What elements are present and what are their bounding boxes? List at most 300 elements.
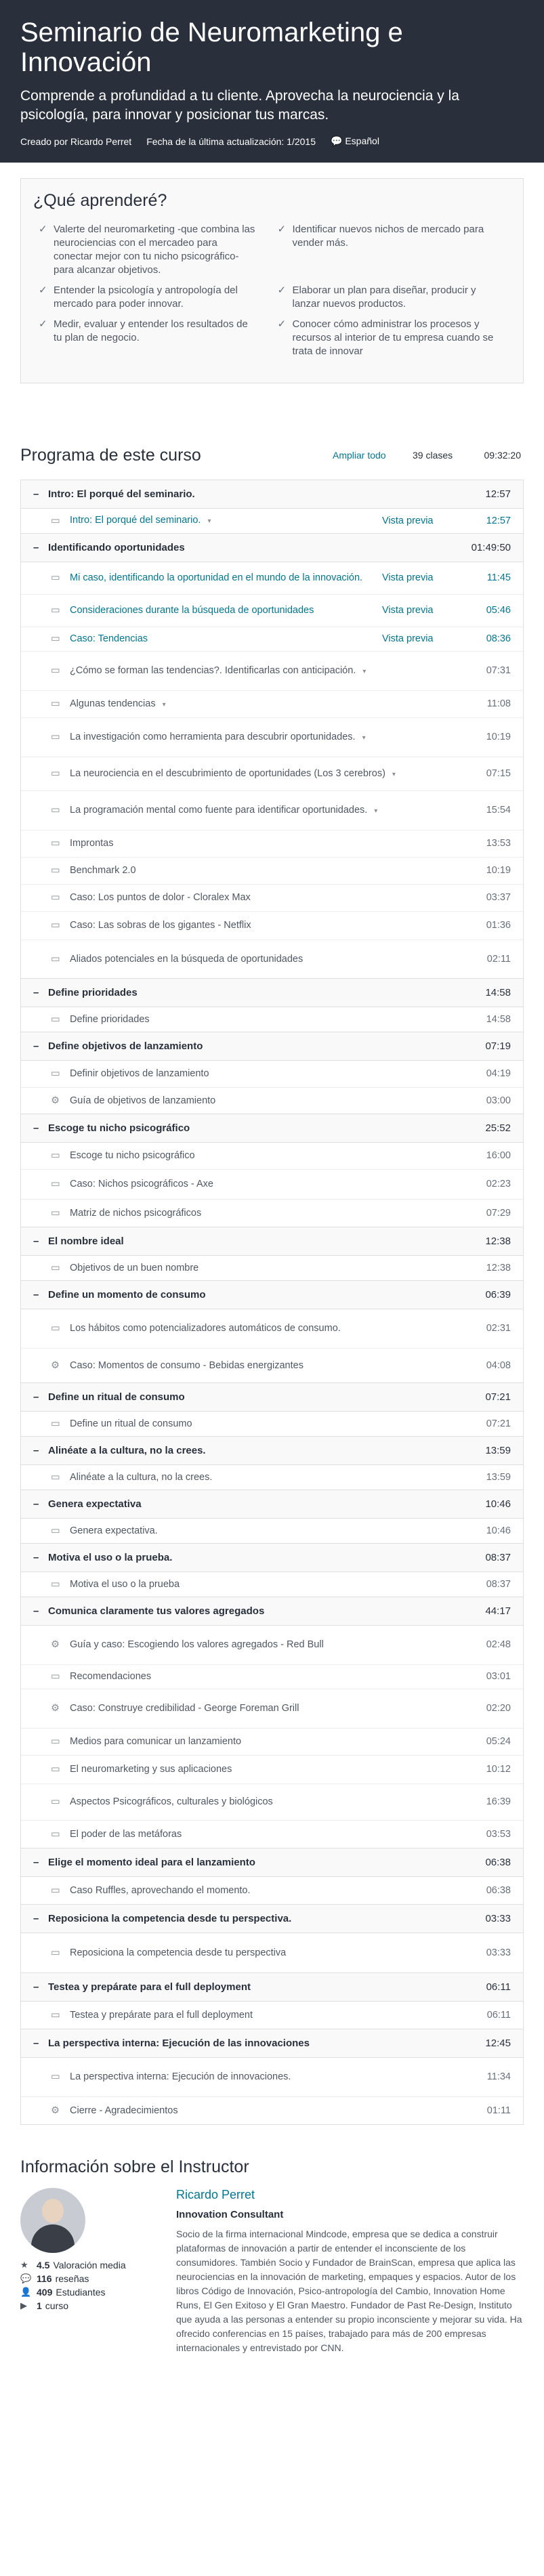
section-duration: 44:17 [485, 1605, 511, 1617]
learn-item-text: Identificar nuevos nichos de mercado para vender más. [292, 224, 484, 249]
video-icon: ▭ [51, 892, 60, 903]
lecture-row[interactable] [21, 2097, 523, 2124]
lecture-duration: 05:46 [486, 605, 511, 616]
section-duration: 08:37 [485, 1552, 511, 1563]
lecture-duration: 04:19 [486, 1068, 511, 1079]
learn-item-text: Elaborar un plan para diseñar, producir y lanzar nuevos productos. [292, 284, 476, 310]
lecture-duration: 11:45 [486, 572, 511, 583]
lecture-title: Motiva el uso o la prueba [70, 1578, 180, 1590]
section-header[interactable] [21, 1032, 523, 1061]
rating-label: Valoración media [53, 2260, 126, 2271]
curriculum-section [20, 534, 524, 979]
instructor-stats [20, 2260, 176, 2311]
lecture-title: La investigación como herramienta para descubrir oportunidades. ▾ [70, 731, 366, 742]
video-icon: ▭ [51, 665, 60, 676]
lecture-row[interactable] [21, 1349, 523, 1382]
lecture-duration: 07:31 [486, 665, 511, 676]
video-icon: ▭ [51, 633, 60, 644]
lecture-duration: 12:57 [486, 515, 511, 526]
lecture-title: Caso: Construye credibilidad - George Foreman Grill [70, 1703, 299, 1714]
lecture-duration: 02:48 [486, 1639, 511, 1650]
section-duration: 06:38 [485, 1857, 511, 1868]
lecture-row[interactable] [21, 757, 523, 791]
section-header[interactable] [21, 1490, 523, 1519]
video-icon: ▭ [51, 1179, 60, 1189]
section-duration: 13:59 [485, 1445, 511, 1456]
lecture-duration: 07:15 [486, 768, 511, 779]
students-value: 409 [37, 2287, 53, 2298]
learn-item [33, 284, 272, 311]
section-duration: 03:33 [485, 1913, 511, 1924]
curriculum-section [20, 1597, 524, 1849]
lecture-duration: 03:37 [486, 892, 511, 903]
collapse-icon: – [33, 1552, 39, 1563]
lecture-row[interactable] [21, 1412, 523, 1436]
lecture-title: La perspectiva interna: Ejecución de innovaciones. [70, 2071, 291, 2082]
lecture-row[interactable] [21, 1572, 523, 1597]
curriculum [20, 442, 524, 2125]
collapse-icon: – [33, 1445, 39, 1456]
check-icon: ✓ [277, 284, 287, 296]
section-header[interactable] [21, 1905, 523, 1933]
rating-value: 4.5 [37, 2260, 50, 2271]
reviews-label: reseñas [55, 2273, 89, 2284]
lecture-title: Aliados potenciales en la búsqueda de oportunidades [70, 953, 304, 965]
section-duration: 25:52 [485, 1122, 511, 1134]
section-header[interactable] [21, 1227, 523, 1256]
chevron-down-icon[interactable]: ▾ [392, 770, 396, 778]
video-icon: ▭ [51, 953, 60, 965]
lecture-duration: 06:11 [486, 2009, 511, 2021]
section-title: El nombre ideal [48, 1236, 124, 1247]
lecture-title: Matriz de nichos psicográficos [70, 1207, 202, 1219]
lecture-title: Cierre - Agradecimientos [70, 2105, 178, 2116]
lecture-title: Caso: Momentos de consumo - Bebidas energizantes [70, 1359, 304, 1371]
lecture-title: Caso: Las sobras de los gigantes - Netflix [70, 920, 251, 931]
lecture-title: Define prioridades [70, 1013, 150, 1025]
lecture-title: Reposiciona la competencia desde tu perspectiva [70, 1947, 287, 1958]
lecture-title: La programación mental como fuente para identificar oportunidades. ▾ [70, 804, 378, 816]
video-icon: ▭ [51, 698, 60, 709]
section-title: Identificando oportunidades [48, 542, 185, 553]
chevron-down-icon[interactable]: ▾ [162, 700, 166, 709]
section-header[interactable] [21, 1597, 523, 1626]
user-icon: 👤 [20, 2287, 32, 2297]
curriculum-section [20, 1544, 524, 1597]
section-duration: 07:19 [485, 1040, 511, 1052]
curriculum-section [20, 1281, 524, 1383]
lecture-duration: 01:36 [486, 920, 511, 931]
lecture-title: Testea y prepárate para el full deployment [70, 2009, 253, 2021]
lecture-title: Aspectos Psicográficos, culturales y biológicos [70, 1796, 273, 1807]
lecture-title: Guía y caso: Escogiendo los valores agregados - Red Bull [70, 1639, 324, 1650]
lecture-duration: 16:00 [486, 1150, 511, 1161]
language [331, 135, 379, 147]
lecture-row[interactable] [21, 1200, 523, 1227]
lecture-title: Define un ritual de consumo [70, 1418, 192, 1429]
lecture-title[interactable]: Mi caso, identificando la oportunidad en el mundo de la innovación. [70, 572, 363, 583]
video-icon: ▭ [51, 1262, 60, 1273]
section-title: Elige el momento ideal para el lanzamiento [48, 1857, 255, 1868]
lecture-row[interactable] [21, 1309, 523, 1349]
curriculum-section [20, 1227, 524, 1281]
lecture-duration: 03:00 [486, 1095, 511, 1106]
section-header[interactable] [21, 1973, 523, 2002]
section-title: Alinéate a la cultura, no la crees. [48, 1445, 206, 1456]
video-icon: ▭ [51, 2009, 60, 2021]
gear-icon: ⚙ [51, 1359, 60, 1371]
lecture-duration: 02:20 [486, 1703, 511, 1714]
curriculum-section [20, 1032, 524, 1114]
video-icon: ▭ [51, 838, 60, 849]
lecture-row[interactable] [21, 627, 523, 652]
collapse-icon: – [33, 1498, 39, 1510]
check-icon: ✓ [277, 318, 287, 330]
lecture-duration: 02:23 [486, 1179, 511, 1189]
lecture-row[interactable] [21, 562, 523, 595]
preview-link[interactable]: Vista previa [382, 515, 434, 526]
lecture-row[interactable] [21, 691, 523, 718]
section-title: Define objetivos de lanzamiento [48, 1040, 203, 1052]
section-duration: 14:58 [485, 987, 511, 998]
instructor-role: Innovation Consultant [176, 2209, 284, 2220]
lecture-row[interactable] [21, 1784, 523, 1821]
learn-item-text: Medir, evaluar y entender los resultados de tu plan de negocio. [54, 318, 248, 343]
lecture-duration: 01:11 [486, 2105, 511, 2116]
video-icon: ▭ [51, 572, 60, 583]
instructor-name[interactable]: Ricardo Perret [176, 2188, 255, 2201]
lecture-title: El poder de las metáforas [70, 1828, 182, 1840]
lecture-row[interactable] [21, 1465, 523, 1490]
courses-label: curso [45, 2300, 69, 2311]
video-icon: ▭ [51, 1736, 60, 1747]
learn-item [272, 223, 511, 277]
preview-link[interactable]: Vista previa [382, 633, 434, 644]
lecture-row[interactable] [21, 652, 523, 691]
total-duration: 09:32:20 [484, 450, 521, 461]
lecture-row[interactable] [21, 2002, 523, 2029]
lecture-duration: 11:34 [486, 2071, 511, 2082]
lecture-count: 39 clases [413, 450, 453, 461]
learn-item-text: Entender la psicología y antropología del mercado para poder innovar. [54, 284, 238, 310]
lecture-title: Algunas tendencias ▾ [70, 698, 166, 709]
collapse-icon: – [33, 1289, 39, 1301]
lecture-duration: 06:38 [486, 1884, 511, 1896]
lecture-row[interactable] [21, 1007, 523, 1032]
lecture-title: Caso Ruffles, aprovechando el momento. [70, 1884, 251, 1896]
lecture-row[interactable] [21, 509, 523, 533]
lecture-title[interactable]: Consideraciones durante la búsqueda de oportunidades [70, 605, 314, 616]
preview-link[interactable]: Vista previa [382, 605, 434, 616]
section-title: Escoge tu nicho psicográfico [48, 1122, 190, 1134]
gear-icon: ⚙ [51, 1639, 60, 1650]
section-header[interactable] [21, 1437, 523, 1465]
video-icon: ▭ [51, 1418, 60, 1429]
lecture-duration: 13:53 [486, 838, 511, 849]
lecture-title[interactable]: Caso: Tendencias [70, 633, 148, 644]
video-icon: ▭ [51, 1578, 60, 1590]
video-icon: ▭ [51, 2071, 60, 2082]
instructor-info [20, 2157, 524, 2355]
collapse-icon: – [33, 1605, 39, 1617]
lecture-row[interactable] [21, 595, 523, 627]
section-list [20, 480, 524, 2125]
curriculum-section [20, 1437, 524, 1490]
video-icon: ▭ [51, 1671, 60, 1682]
collapse-icon: – [33, 987, 39, 998]
section-title: Define un momento de consumo [48, 1289, 206, 1301]
section-title: Comunica claramente tus valores agregados [48, 1605, 265, 1617]
learn-title: ¿Qué aprenderé? [33, 191, 167, 210]
lecture-row[interactable] [21, 1729, 523, 1756]
section-title: La perspectiva interna: Ejecución de las innovaciones [48, 2037, 310, 2049]
section-duration: 12:57 [485, 488, 511, 500]
expand-all-button[interactable]: Ampliar todo [333, 450, 386, 461]
collapse-icon: – [33, 1122, 39, 1134]
lecture-duration: 15:54 [486, 805, 511, 816]
lecture-duration: 05:24 [486, 1736, 511, 1747]
collapse-icon: – [33, 1981, 39, 1993]
lecture-row[interactable] [21, 912, 523, 940]
section-header[interactable] [21, 1849, 523, 1877]
video-icon: ▭ [51, 805, 60, 816]
lecture-row[interactable] [21, 940, 523, 978]
curriculum-section [20, 1114, 524, 1227]
lecture-title: Improntas [70, 838, 114, 849]
learn-item [272, 318, 511, 358]
speech-bubble-icon: 💬 [331, 135, 343, 146]
lecture-title: Genera expectativa. [70, 1525, 158, 1536]
play-icon: ▶ [20, 2300, 27, 2310]
gear-icon: ⚙ [51, 1703, 60, 1714]
lecture-title: Caso: Los puntos de dolor - Cloralex Max [70, 892, 251, 903]
collapse-icon: – [33, 488, 39, 500]
lecture-duration: 14:58 [486, 1013, 511, 1025]
learn-item [33, 223, 272, 277]
lecture-duration: 02:31 [486, 1323, 511, 1334]
collapse-icon: – [33, 2037, 39, 2049]
lecture-row[interactable] [21, 1933, 523, 1972]
lecture-duration: 10:19 [486, 865, 511, 876]
lecture-duration: 03:01 [486, 1671, 511, 1682]
lecture-title: Caso: Nichos psicográficos - Axe [70, 1179, 213, 1189]
instructor-section-title: Información sobre el Instructor [20, 2157, 249, 2176]
course-subtitle: Comprende a profundidad a tu cliente. Aprovecha la neurociencia y la psicología, para innovar y posicionar tus marcas. [20, 88, 459, 123]
lecture-title: Guía de objetivos de lanzamiento [70, 1095, 216, 1106]
section-header[interactable] [21, 979, 523, 1007]
lecture-row[interactable] [21, 1689, 523, 1729]
video-icon: ▭ [51, 920, 60, 931]
lecture-title: ¿Cómo se forman las tendencias?. Identificarlas con anticipación. ▾ [70, 664, 367, 676]
collapse-icon: – [33, 1236, 39, 1247]
section-title: Reposiciona la competencia desde tu perspectiva. [48, 1913, 292, 1924]
lecture-title: El neuromarketing y sus aplicaciones [70, 1764, 232, 1775]
learn-item [272, 284, 511, 311]
section-duration: 06:39 [485, 1289, 511, 1301]
section-title: Define un ritual de consumo [48, 1391, 185, 1403]
video-icon: ▭ [51, 1471, 60, 1483]
lecture-row[interactable] [21, 1821, 523, 1848]
course-header [0, 0, 544, 163]
video-icon: ▭ [51, 1207, 60, 1219]
reviews-value: 116 [37, 2273, 52, 2284]
chevron-down-icon[interactable]: ▾ [207, 518, 211, 525]
video-icon: ▭ [51, 515, 60, 526]
language-label: Español [345, 135, 379, 146]
lecture-row[interactable] [21, 1519, 523, 1543]
learn-item-text: Valerte del neuromarketing -que combina las neurociencias con el mercadeo para conectar mejor con tu nicho psicográfico- para alcanzar objetivos. [54, 224, 255, 276]
lecture-title: Benchmark 2.0 [70, 865, 136, 876]
curriculum-section [20, 1383, 524, 1437]
section-header[interactable] [21, 1114, 523, 1143]
lecture-row[interactable] [21, 830, 523, 858]
curriculum-header [20, 442, 524, 469]
lecture-duration: 10:12 [486, 1764, 511, 1775]
lecture-title: La neurociencia en el descubrimiento de oportunidades (Los 3 cerebros) ▾ [70, 767, 396, 779]
created-by[interactable]: Creado por Ricardo Perret [20, 135, 132, 147]
lecture-row[interactable] [21, 1061, 523, 1088]
section-header[interactable] [21, 1281, 523, 1309]
section-duration: 12:38 [485, 1236, 511, 1247]
lecture-duration: 11:08 [486, 698, 511, 709]
section-title: Genera expectativa [48, 1498, 142, 1510]
lecture-row[interactable] [21, 1626, 523, 1665]
chevron-down-icon[interactable]: ▾ [362, 734, 366, 742]
instructor-bio: Socio de la firma internacional Mindcode, empresa que se dedica a construir plataformas de innovación a partir de entender el inconsciente de los consumidores. También Socio y Fundador de BrainScan, empresa que aplica las neurociencias en la innovación de marketing, empaques y espacios. Autor de los libros Código de Innovación, Psico-antropología del Cambio, Innovation Home Runs, El Gen Exitoso y El Gran Maestro. Fundador de Past Re-Design, Instituto que ayuda a las personas a entender su propio inconsciente y mejorar su vida. Ha ofrecido conferencias en 15 países, trabajado para más de 200 empresas internacionales y entrevistado por CNN. [176, 2229, 522, 2353]
video-icon: ▭ [51, 1068, 60, 1079]
check-icon: ✓ [277, 224, 287, 235]
video-icon: ▭ [51, 1884, 60, 1896]
section-duration: 12:45 [485, 2037, 511, 2049]
gear-icon: ⚙ [51, 1095, 60, 1106]
curriculum-title: Programa de este curso [20, 445, 201, 465]
lecture-row[interactable] [21, 1256, 523, 1280]
collapse-icon: – [33, 1857, 39, 1868]
curriculum-section [20, 979, 524, 1032]
preview-link[interactable]: Vista previa [382, 572, 434, 583]
video-icon: ▭ [51, 1323, 60, 1334]
lecture-row[interactable] [21, 791, 523, 830]
lecture-row[interactable] [21, 2058, 523, 2097]
avatar[interactable] [20, 2188, 85, 2253]
courses-value: 1 [37, 2300, 42, 2311]
lecture-title: Escoge tu nicho psicográfico [70, 1150, 195, 1161]
course-title: Seminario de Neuromarketing e Innovación [20, 18, 403, 77]
check-icon: ✓ [39, 224, 47, 235]
lecture-row[interactable] [21, 1143, 523, 1170]
section-duration: 07:21 [485, 1391, 511, 1403]
video-icon: ▭ [51, 605, 60, 616]
learn-list [33, 223, 511, 365]
video-icon: ▭ [51, 1013, 60, 1025]
lecture-title: Alinéate a la cultura, no la crees. [70, 1471, 213, 1483]
video-icon: ▭ [51, 865, 60, 876]
lecture-duration: 03:53 [486, 1828, 511, 1840]
check-icon: ✓ [39, 284, 47, 296]
lecture-row[interactable] [21, 858, 523, 885]
learn-item-text: Conocer cómo administrar los procesos y recursos al interior de tu empresa cuando se trata de innovar [292, 318, 494, 357]
section-duration: 06:11 [486, 1981, 511, 1993]
gear-icon: ⚙ [51, 2105, 60, 2116]
video-icon: ▭ [51, 1150, 60, 1161]
collapse-icon: – [33, 542, 39, 553]
video-icon: ▭ [51, 732, 60, 742]
section-title: Testea y prepárate para el full deployment [48, 1981, 251, 1993]
last-updated: Fecha de la última actualización: 1/2015 [146, 135, 316, 147]
section-header[interactable] [21, 1544, 523, 1572]
curriculum-section [20, 1973, 524, 2029]
curriculum-section [20, 480, 524, 534]
chevron-down-icon[interactable]: ▾ [362, 667, 367, 675]
lecture-duration: 16:39 [486, 1796, 511, 1807]
lecture-row[interactable] [21, 1088, 523, 1114]
lecture-duration: 07:21 [486, 1418, 511, 1429]
section-header[interactable] [21, 480, 523, 509]
lecture-duration: 13:59 [486, 1471, 511, 1483]
collapse-icon: – [33, 1913, 39, 1924]
comment-icon: 💬 [20, 2273, 32, 2283]
section-title: Define prioridades [48, 987, 138, 998]
curriculum-section [20, 1905, 524, 1973]
section-duration: 01:49:50 [471, 542, 511, 553]
section-header[interactable] [21, 2029, 523, 2058]
lecture-duration: 04:08 [486, 1359, 511, 1371]
star-icon: ★ [20, 2260, 28, 2270]
section-header[interactable] [21, 534, 523, 562]
lecture-row[interactable] [21, 1170, 523, 1200]
check-icon: ✓ [39, 318, 47, 330]
lecture-duration: 03:33 [486, 1947, 511, 1958]
course-meta [20, 135, 524, 147]
lecture-row[interactable] [21, 718, 523, 757]
video-icon: ▭ [51, 768, 60, 779]
section-title: Motiva el uso o la prueba. [48, 1552, 173, 1563]
lecture-duration: 08:37 [486, 1578, 511, 1590]
curriculum-section [20, 2029, 524, 2125]
lecture-duration: 10:19 [486, 732, 511, 742]
lecture-title[interactable]: Intro: El porqué del seminario. ▾ [70, 515, 211, 526]
lecture-duration: 07:29 [486, 1207, 511, 1219]
curriculum-section [20, 1849, 524, 1905]
what-you-learn [20, 178, 524, 383]
chevron-down-icon[interactable]: ▾ [374, 807, 378, 815]
students-label: Estudiantes [56, 2287, 106, 2298]
lecture-row[interactable] [21, 1756, 523, 1784]
lecture-duration: 12:38 [486, 1262, 511, 1273]
collapse-icon: – [33, 1391, 39, 1403]
lecture-duration: 02:11 [486, 953, 511, 965]
curriculum-section [20, 1490, 524, 1544]
video-icon: ▭ [51, 1764, 60, 1775]
video-icon: ▭ [51, 1796, 60, 1807]
video-icon: ▭ [51, 1525, 60, 1536]
lecture-duration: 08:36 [486, 633, 511, 644]
lecture-row[interactable] [21, 1665, 523, 1689]
lecture-title: Los hábitos como potencializadores automáticos de consumo. [70, 1323, 341, 1334]
section-header[interactable] [21, 1383, 523, 1412]
lecture-row[interactable] [21, 1877, 523, 1904]
lecture-title: Objetivos de un buen nombre [70, 1262, 199, 1273]
section-title: Intro: El porqué del seminario. [48, 488, 195, 500]
lecture-row[interactable] [21, 885, 523, 912]
lecture-title: Medios para comunicar un lanzamiento [70, 1736, 242, 1747]
lecture-title: Definir objetivos de lanzamiento [70, 1068, 209, 1079]
collapse-icon: – [33, 1040, 39, 1052]
lecture-title: Recomendaciones [70, 1671, 152, 1682]
video-icon: ▭ [51, 1947, 60, 1958]
section-duration: 10:46 [485, 1498, 511, 1510]
lecture-duration: 10:46 [486, 1525, 511, 1536]
